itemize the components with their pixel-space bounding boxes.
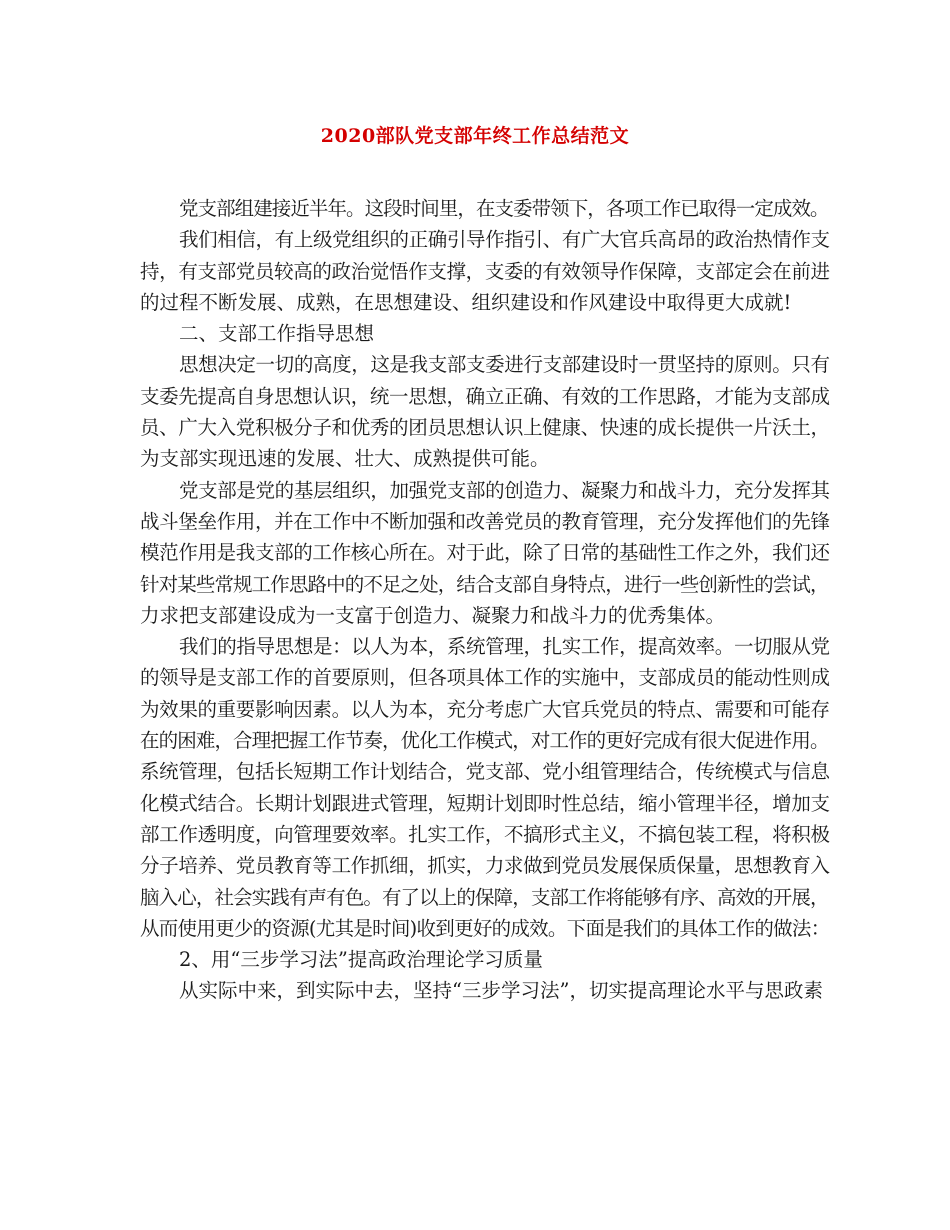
text-line: 系统管理，包括长短期工作计划结合，党支部、党小组管理结合，传统模式与信息 <box>140 760 830 784</box>
text-line: 我们相信，有上级党组织的正确引导作指引、有广大官兵高昂的政治热情作支 <box>179 228 830 252</box>
text-line: 二、支部工作指导思想 <box>179 322 375 346</box>
paragraph <box>140 475 830 631</box>
paragraph <box>140 193 830 224</box>
text-line: 我们的指导思想是：以人为本，系统管理，扎实工作，提高效率。一切服从党 <box>179 635 830 659</box>
text-line: 分子培养、党员教育等工作抓细，抓实，力求做到党员发展保质保量，思想教育入 <box>140 854 830 878</box>
document-title: 2020部队党支部年终工作总结范文 <box>320 125 630 147</box>
text-line: 战斗堡垒作用，并在工作中不断加强和改善党员的教育管理，充分发挥他们的先锋 <box>140 509 830 533</box>
paragraph <box>140 975 830 1006</box>
text-line: 部工作透明度，向管理要效率。扎实工作，不搞形式主义，不搞包装工程，将积极 <box>140 822 830 846</box>
text-line: 思想决定一切的高度，这是我支部支委进行支部建设时一贯坚持的原则。只有 <box>179 353 830 377</box>
text-line: 的领导是支部工作的首要原则，但各项具体工作的实施中，支部成员的能动性则成 <box>140 666 830 690</box>
paragraph <box>140 224 830 318</box>
document-body <box>140 193 830 1007</box>
text-line: 2、用“三步学习法”提高政治理论学习质量 <box>179 948 543 972</box>
text-line: 脑入心，社会实践有声有色。有了以上的保障，支部工作将能够有序、高效的开展， <box>140 885 829 909</box>
text-line: 为效果的重要影响因素。以人为本，充分考虑广大官兵党员的特点、需要和可能存 <box>140 697 830 721</box>
text-line: 从而使用更少的资源(尤其是时间)收到更好的成效。下面是我们的具体工作的做法： <box>140 916 830 940</box>
text-line: 化模式结合。长期计划跟进式管理，短期计划即时性总结，缩小管理半径，增加支 <box>140 791 830 815</box>
paragraph <box>140 944 830 975</box>
text-line: 针对某些常规工作思路中的不足之处，结合支部自身特点，进行一些创新性的尝试， <box>140 572 829 596</box>
text-line: 在的困难，合理把握工作节奏，优化工作模式，对工作的更好完成有很大促进作用。 <box>140 729 829 753</box>
text-line: 支委先提高自身思想认识，统一思想，确立正确、有效的工作思路，才能为支部成 <box>140 384 830 408</box>
text-line: 党支部是党的基层组织，加强党支部的创造力、凝聚力和战斗力，充分发挥其 <box>179 478 830 502</box>
text-line: 持，有支部党员较高的政治觉悟作支撑，支委的有效领导作保障，支部定会在前进 <box>140 259 830 283</box>
text-line: 党支部组建接近半年。这段时间里，在支委带领下，各项工作已取得一定成效。 <box>179 197 829 220</box>
text-line: 的过程不断发展、成熟，在思想建设、组织建设和作风建设中取得更大成就! <box>140 290 792 314</box>
paragraph <box>140 318 830 349</box>
text-line: 力求把支部建设成为一支富于创造力、凝聚力和战斗力的优秀集体。 <box>140 603 726 627</box>
text-line: 从实际中来，到实际中去，坚持“三步学习法”，切实提高理论水平与思政素 <box>179 979 823 1003</box>
paragraph <box>140 349 830 474</box>
text-line: 为支部实现迅速的发展、壮大、成熟提供可能。 <box>140 447 550 471</box>
text-line: 员、广大入党积极分子和优秀的团员思想认识上健康、快速的成长提供一片沃土， <box>140 416 830 440</box>
paragraph <box>140 631 830 944</box>
text-line: 模范作用是我支部的工作核心所在。对于此，除了日常的基础性工作之外，我们还 <box>140 541 830 565</box>
